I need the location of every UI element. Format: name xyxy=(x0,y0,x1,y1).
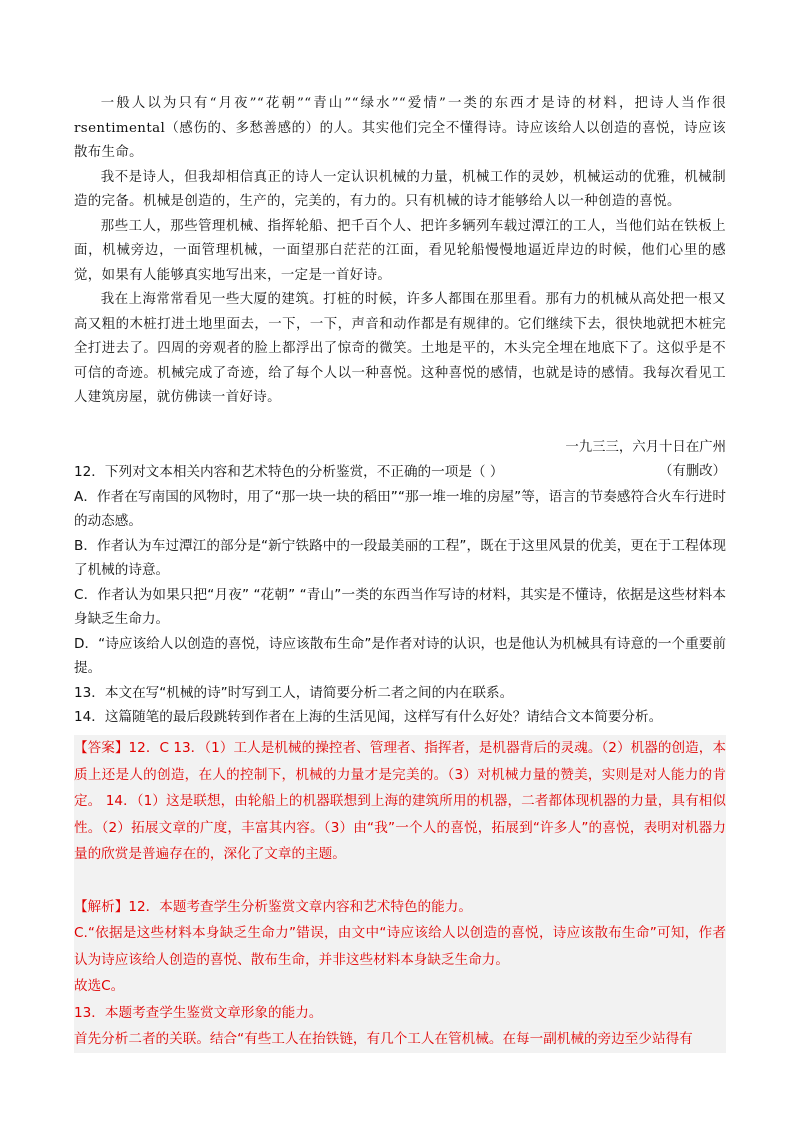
essay-paragraph: 一般人以为只有“月夜”“花朝”“青山”“绿水”“爱情”一类的东西才是诗的材料，把诗人当作很 rsentimental（感伤的、多愁善感的）的人。其实他们完全不懂得诗。诗应该给人以创造的喜悦，诗应该散布生命。 xyxy=(74,96,726,160)
question-14: 14．这篇随笔的最后段跳转到作者在上海的生活见闻，这样写有什么好处？请结合文本简要分析。 xyxy=(74,709,663,725)
question-list xyxy=(74,460,726,730)
option-c: C．作者认为如果只把“月夜” “花朝” “青山”一类的东西当作写诗的材料，其实是不懂诗，依据是这些材料本身缺乏生命力。 xyxy=(74,586,726,627)
answer-text: 12．C 13．（1）工人是机械的操控者、管理者、指挥者，是机器背后的灵魂。（2）机器的创造，本质上还是人的创造，在人的控制下，机械的力量才是完美的。（3）对机械力量的赞美，实则是对人能力的肯定。 14．（1）这是联想，由轮船上的机器联想到上海的建筑所用的机器，二者都体现机器的力量，具有相似性。（2）拓展文章的广度，丰富其内容。（3）由“我”一个人的喜悦，拓展到“许多人”的喜悦，表明对机器力量的欣赏是普遍存在的，深化了文章的主题。 xyxy=(74,740,727,862)
option-d: D．“诗应该给人以创造的喜悦，诗应该散布生命”是作者对诗的认识，也是他认为机械具有诗意的一个重要前提。 xyxy=(74,635,726,676)
analysis-line: 13．本题考查学生鉴赏文章形象的能力。 xyxy=(74,1004,323,1021)
essay-note: （有删改） xyxy=(659,464,726,479)
analysis-line: 故选C。 xyxy=(74,978,125,994)
question-13: 13．本文在写“机械的诗”时写到工人，请简要分析二者之间的内在联系。 xyxy=(74,684,514,701)
option-b: B．作者认为车过潭江的部分是“新宁铁路中的一段最美丽的工程”，既在于这里风景的优美，更在于工程体现了机械的诗意。 xyxy=(74,537,726,578)
analysis-line: C.“依据是这些材料本身缺乏生命力”错误，由文中“诗应该给人以创造的喜悦，诗应该散布生命”可知，作者认为诗应该给人创造的喜悦、散布生命，并非这些材料本身缺乏生命力。 xyxy=(74,925,726,968)
answer-paragraph xyxy=(74,735,726,868)
answer-tag: 【答案】 xyxy=(74,740,129,756)
essay-paragraph: 我不是诗人，但我却相信真正的诗人一定认识机械的力量，机械工作的灵妙，机械运动的优雅，机械制造的完备。机械是创造的，生产的，完美的，有力的。只有机械的诗才能够给人以一种创造的喜悦。 xyxy=(74,169,726,209)
essay-paragraph: 那些工人，那些管理机械、指挥轮船、把千百个人、把许多辆列车载过潭江的工人，当他们站在铁板上面，机械旁边，一面管理机械，一面望那白茫茫的江面，看见轮船慢慢地逼近岸边的时候，他们心里的感觉，如果有人能够真实地写出来，一定是一首好诗。 xyxy=(74,218,726,283)
answer-section xyxy=(74,735,726,1053)
question-12: 12．下列对文本相关内容和艺术特色的分析鉴赏，不正确的一项是（ ） xyxy=(74,464,504,480)
analysis-text: 12．本题考查学生分析鉴赏文章内容和艺术特色的能力。 xyxy=(128,898,472,915)
analysis-line xyxy=(74,894,726,921)
essay-paragraph: 我在上海常常看见一些大厦的建筑。打桩的时候，许多人都围在那里看。那有力的机械从高处把一根又高又粗的木桩打进土地里面去，一下，一下，声音和动作都是有规律的。它们继续下去，很快地就把木桩完全打进去了。四周的旁观者的脸上都浮出了惊奇的微笑。土地是平的，木头完全埋在地底下了。这似乎是不可信的奇迹。机械完成了奇迹，给了每个人以一种喜悦。这种喜悦的感情，也就是诗的感情。我每次看见工人建筑房屋，就仿佛读一首好诗。 xyxy=(74,292,726,405)
essay-body xyxy=(74,92,726,411)
analysis-line: 首先分析二者的关联。结合“有些工人在抬铁链，有几个工人在管机械。在每一副机械的旁边至少站得有 xyxy=(74,1031,693,1047)
essay-date: 一九三三，六月十日在广州 xyxy=(565,440,726,455)
spacer xyxy=(74,868,726,894)
option-a: A．作者在写南国的风物时，用了“那一块一块的稻田”“那一堆一堆的房屋”等，语言的节奏感符合火车行进时的动态感。 xyxy=(74,488,726,529)
analysis-tag: 【解析】 xyxy=(74,898,129,915)
